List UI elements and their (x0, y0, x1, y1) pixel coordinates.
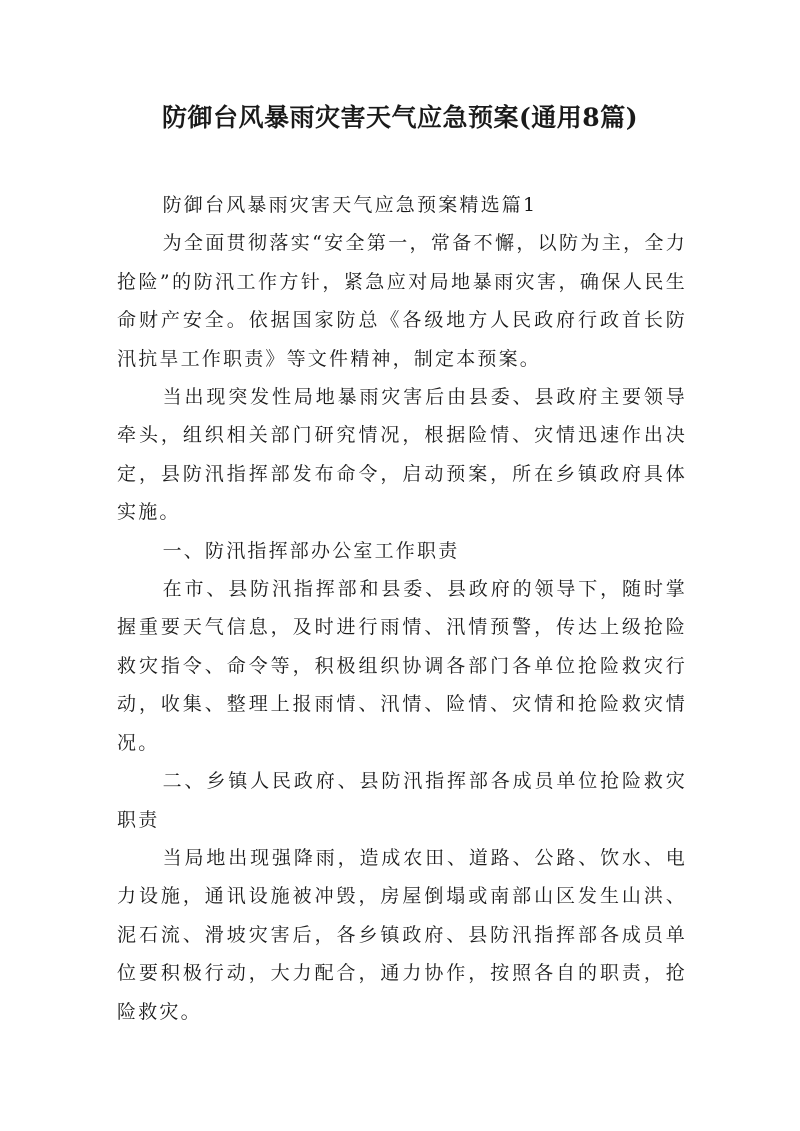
document-title: 防御台风暴雨灾害天气应急预案(通用8篇) (161, 103, 639, 132)
paragraph-office-duties: 在市、县防汛指挥部和县委、县政府的领导下，随时掌握重要天气信息，及时进行雨情、汛情预警，传达上级抢险救灾指令、命令等，积极组织协调各部门各单位抢险救灾行动，收集、整理上报雨情、汛情、险情、灾情和抢险救灾情况。 (117, 578, 687, 754)
paragraph-township-duties: 当局地出现强降雨，造成农田、道路、公路、饮水、电力设施，通讯设施被冲毁，房屋倒塌或南部山区发生山洪、泥石流、滑坡灾害后，各乡镇政府、县防汛指挥部各成员单位要积极行动，大力配合，通力协作，按照各自的职责，抢险救灾。 (117, 846, 687, 1023)
heading-township-duties: 二、乡镇人民政府、县防汛指挥部各成员单位抢险救灾职责 (117, 770, 687, 831)
paragraph-activation: 当出现突发性局地暴雨灾害后由县委、县政府主要领导牵头，组织相关部门研究情况，根据险情、灾情迅速作出决定，县防汛指挥部发布命令，启动预案，所在乡镇政府具体实施。 (117, 386, 687, 524)
heading-office-duties: 一、防汛指挥部办公室工作职责 (162, 539, 460, 562)
paragraph-purpose: 为全面贯彻落实“安全第一，常备不懈，以防为主，全力抢险”的防汛工作方针，紧急应对局地暴雨灾害，确保人民生命财产安全。依据国家防总《各级地方人民政府行政首长防汛抗旱工作职责》等文件精神，制定本预案。 (117, 232, 687, 370)
section-heading-1: 防御台风暴雨灾害天气应急预案精选篇1 (162, 194, 538, 216)
document-body (117, 186, 687, 1031)
